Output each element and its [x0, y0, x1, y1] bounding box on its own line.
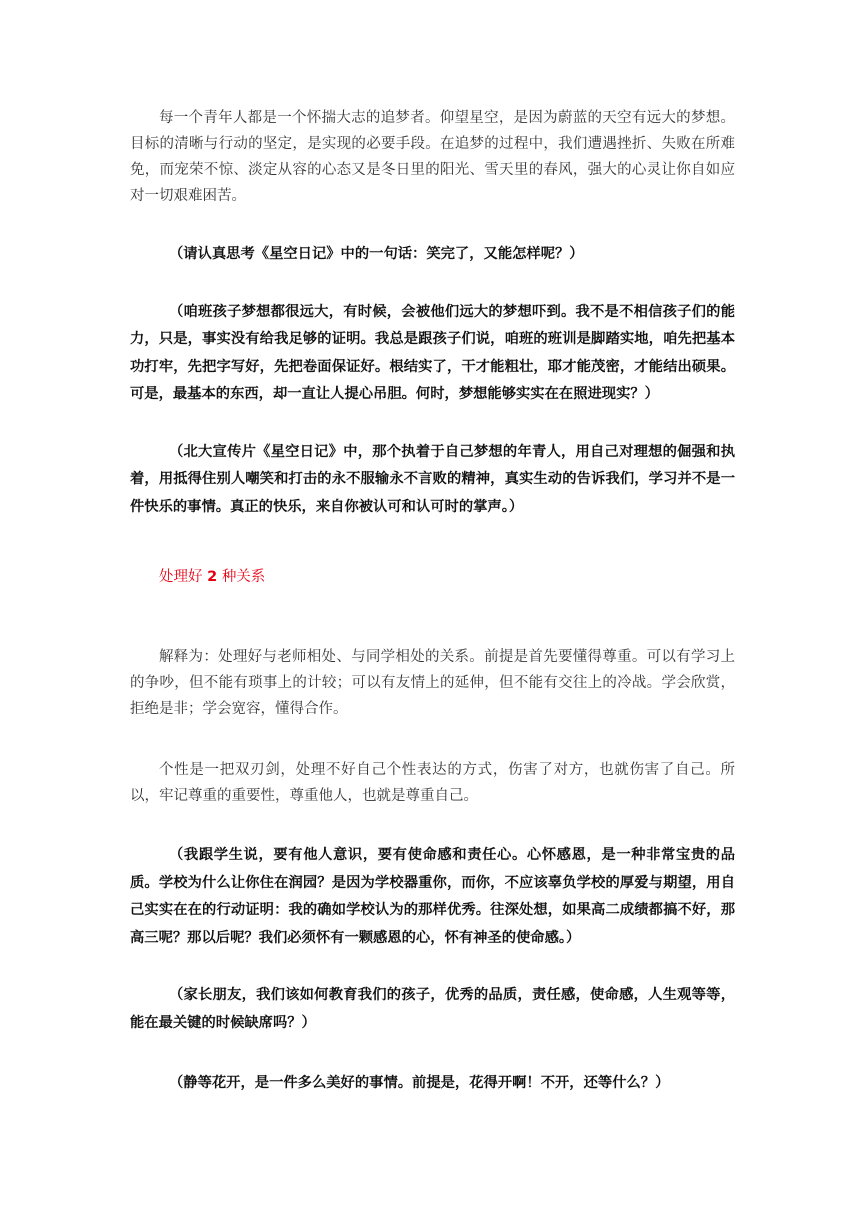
reflection-note-2: （咱班孩子梦想都很远大，有时候，会被他们远大的梦想吓到。我不是不相信孩子们的能力，只是，事实没有给我足够的证明。我总是跟孩子们说，咱班的班训是脚踏实地，咱先把基本功打牢，先把字写好，先把卷面保证好。根结实了，干才能粗壮，耶才能茂密，才能结出硕果。可是，最基本的东西，却一直让人提心吊胆。何时，梦想能够实实在在照进现实？）	[130, 303, 735, 402]
reflection-note-3: （北大宣传片《星空日记》中，那个执着于自己梦想的年青人，用自己对理想的倔强和执着，用抵得住别人嘲笑和打击的永不服输永不言败的精神，真实生动的告诉我们，学习并不是一件快乐的事情。真正的快乐，来自你被认可和认可时的掌声。）	[130, 443, 735, 515]
section-heading	[130, 564, 735, 590]
reflection-note-1: （请认真思考《星空日记》中的一句话：笑完了，又能怎样呢？）	[169, 246, 584, 262]
section-heading-suffix: 种关系	[221, 569, 266, 585]
reflection-note-4: （我跟学生说，要有他人意识，要有使命感和责任心。心怀感恩，是一种非常宝贵的品质。学校为什么让你住在润园？是因为学校器重你，而你，不应该辜负学校的厚爱与期望，用自己实实在在的行动证明：我的确如学校认为的那样优秀。往深处想，如果高二成绩都搞不好，那高三呢？那以后呢？我们必须怀有一颗感恩的心，怀有神圣的使命感。）	[130, 847, 735, 946]
reflection-note-5: （家长朋友，我们该如何教育我们的孩子，优秀的品质，责任感，使命感，人生观等等，能在最关键的时候缺席吗？）	[130, 987, 735, 1031]
section-heading-number: 2	[207, 569, 218, 585]
intro-paragraph: 每一个青年人都是一个怀揣大志的追梦者。仰望星空，是因为蔚蓝的天空有远大的梦想。目标的清晰与行动的坚定，是实现的必要手段。在追梦的过程中，我们遭遇挫折、失败在所难免，而宠荣不惊、淡定从容的心态又是冬日里的阳光、雪天里的春风，强大的心灵让你自如应对一切艰难困苦。	[130, 110, 735, 204]
section-heading-prefix: 处理好	[159, 569, 203, 585]
reflection-note-6: （静等花开，是一件多么美好的事情。前提是，花得开啊！不开，还等什么？）	[169, 1075, 670, 1091]
document-body	[130, 80, 735, 1098]
relationship-paragraph: 解释为：处理好与老师相处、与同学相处的关系。前提是首先要懂得尊重。可以有学习上的争吵，但不能有琐事上的计较；可以有友情上的延伸，但不能有交往上的冷战。学会欣赏，拒绝是非；学会宽容，懂得合作。	[130, 649, 735, 717]
personality-paragraph: 个性是一把双刃剑，处理不好自己个性表达的方式，伤害了对方，也就伤害了自己。所以，牢记尊重的重要性，尊重他人，也就是尊重自己。	[130, 762, 735, 804]
